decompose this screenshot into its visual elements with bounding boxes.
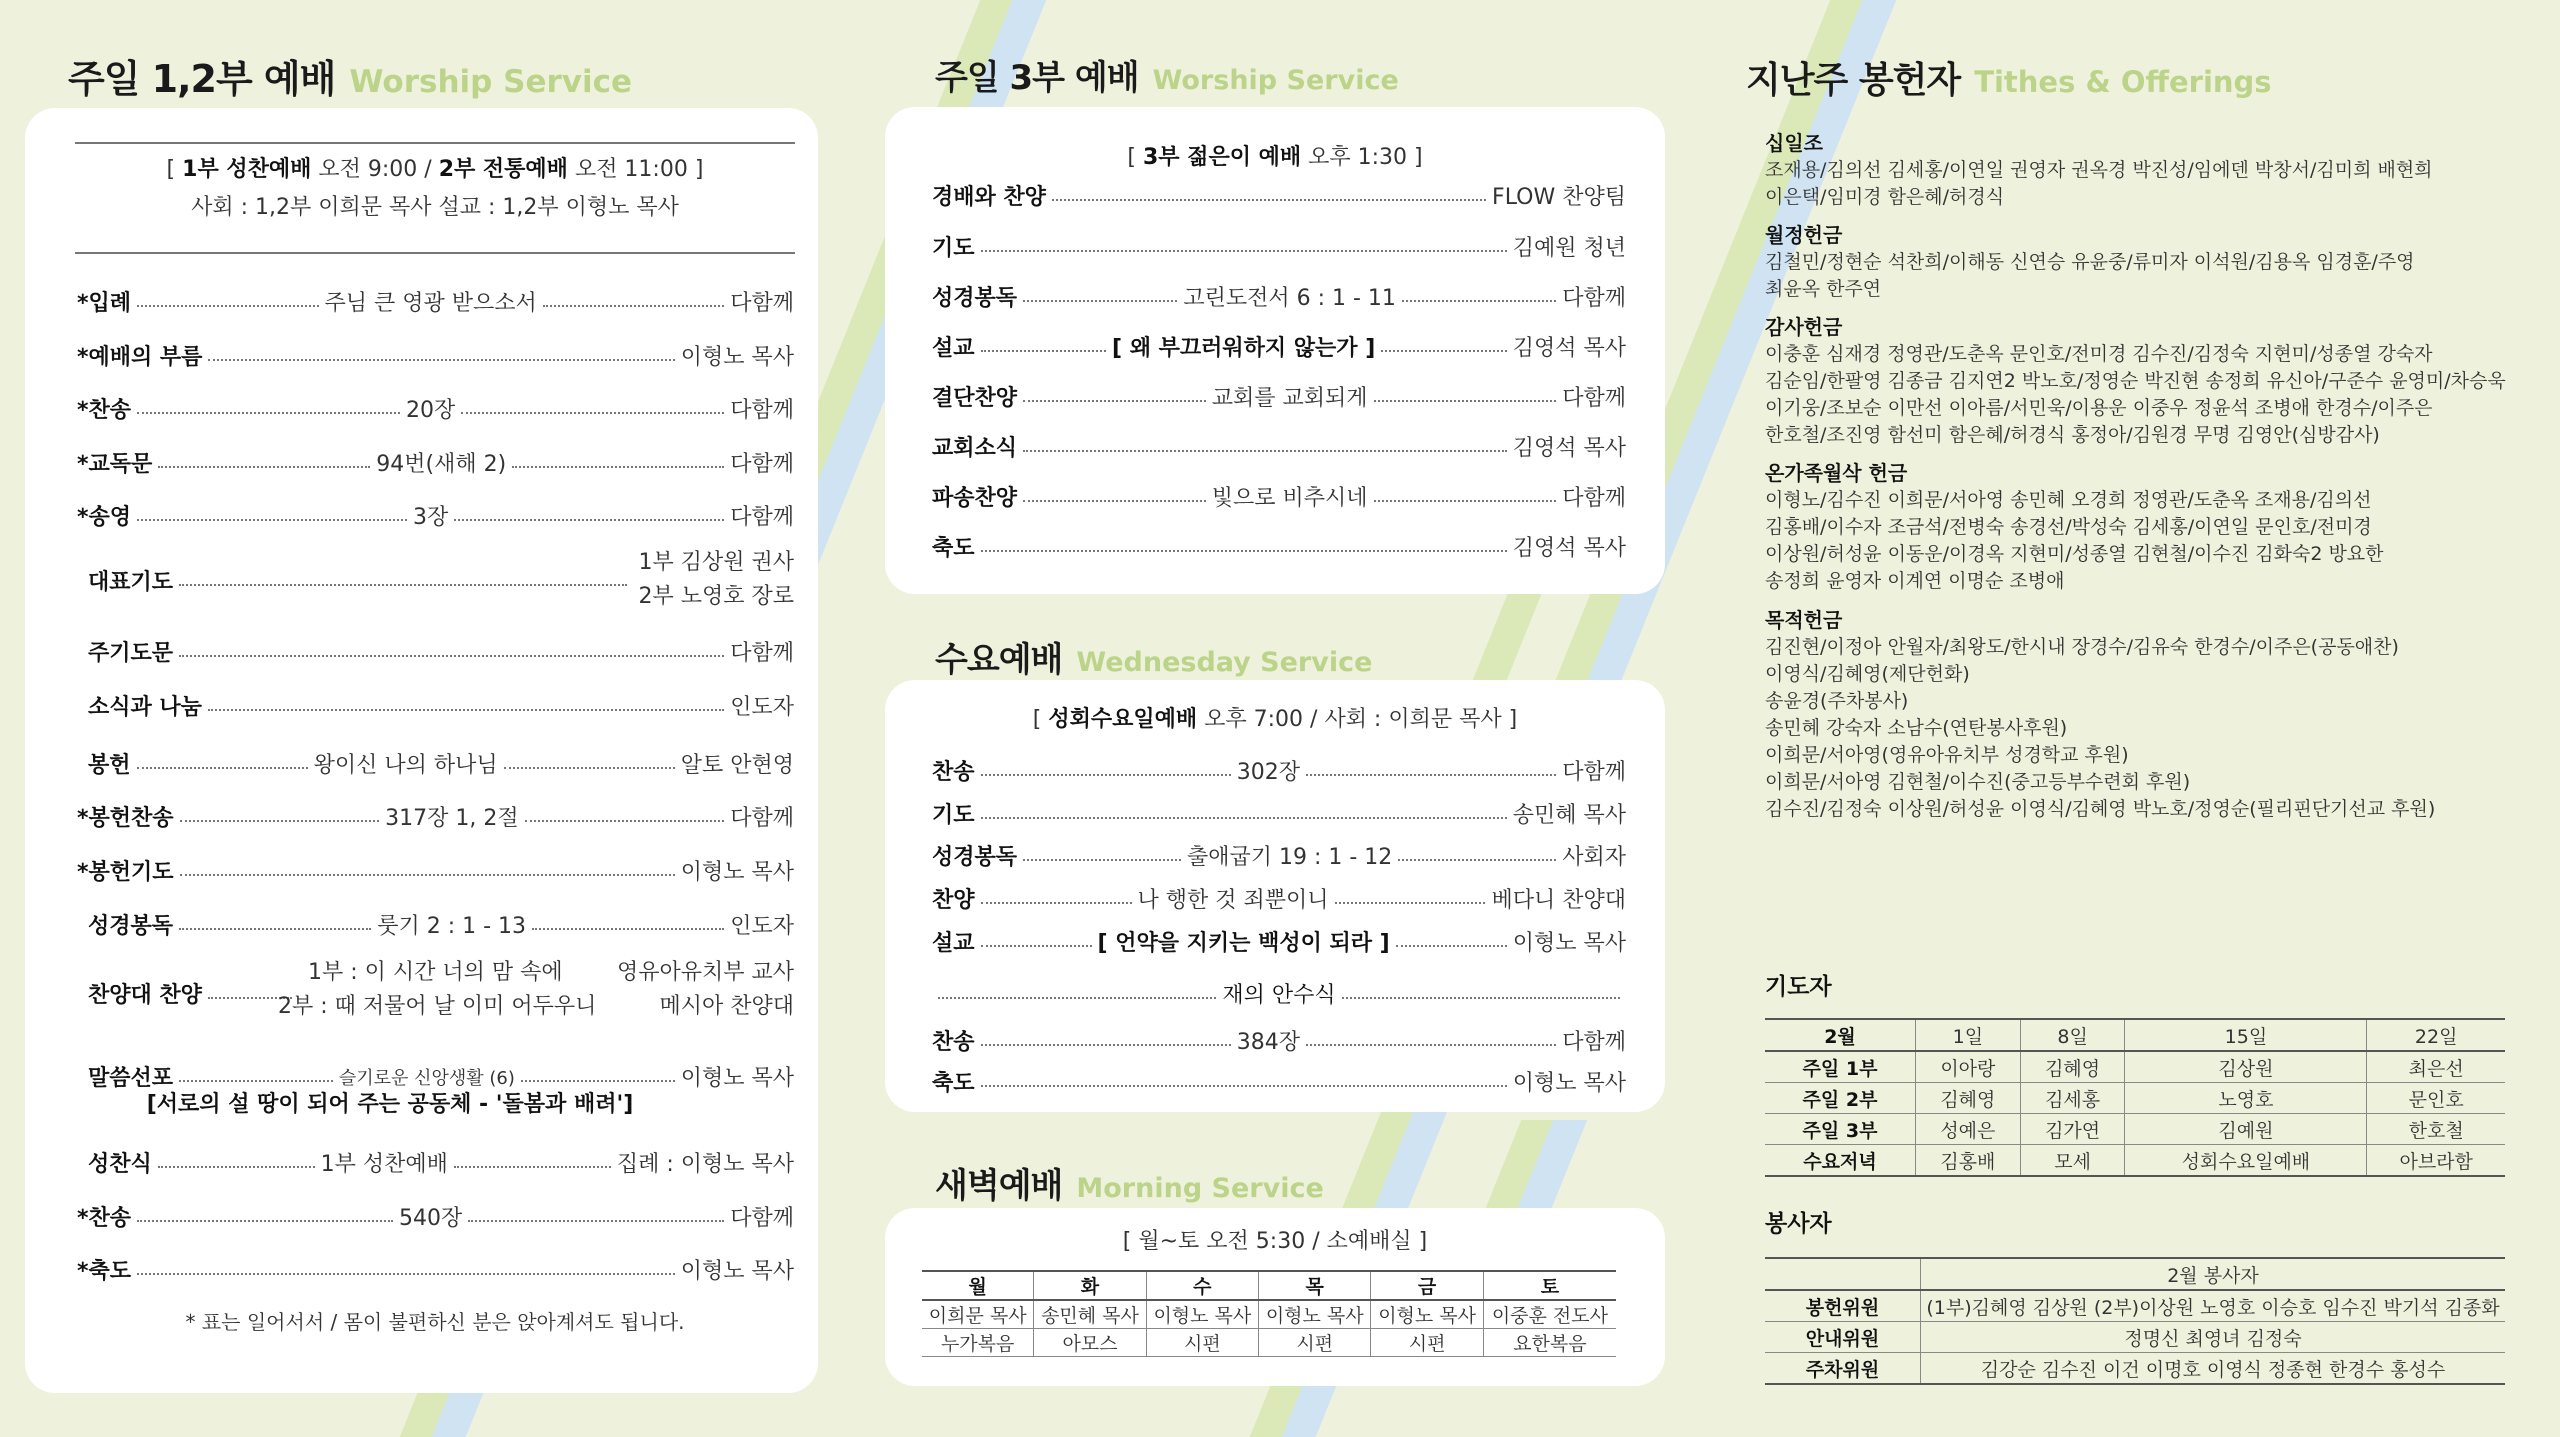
order-row: *교독문 94번(새해 2) 다함께 [77,452,795,477]
volunteers-header-row [1765,1258,2505,1290]
day-cell: 수 [1146,1271,1258,1300]
morning-books-row [922,1329,1616,1357]
order-row: *축도 이형노 목사 [77,1259,794,1284]
order-row: 설교 [ 왜 부끄러워하지 않는가 ] 김영석 목사 [932,336,1626,361]
order-row: 찬양대 찬양 [88,978,298,1009]
morning-days-row [922,1271,1616,1300]
first-service-label: 1부 성찬예배 [182,157,312,182]
header-cell: 2월 [1765,1019,1916,1051]
sermon-title: [서로의 설 땅이 되어 주는 공동체 - '돌봄과 배려'] [146,1092,634,1117]
order-row: 봉헌 왕이신 나의 하나님 알토 안현영 [88,753,795,778]
service3-title-en: Worship Service [1152,65,1399,96]
order-row: *봉헌찬송 317장 1, 2절 다함께 [77,806,795,831]
volunteer-row: 안내위원 정명신 최영녀 김정숙 [1765,1322,2505,1353]
order-row: 결단찬양 교회를 교회되게 다함께 [932,386,1627,411]
leader-cell: 이중훈 전도사 [1483,1300,1616,1329]
order-row: *봉헌기도 이형노 목사 [77,860,794,885]
choir-names: 영유아유치부 교사 메시아 찬양대 [616,960,794,1019]
order-row: 파송찬양 빛으로 비추시네 다함께 [932,486,1627,511]
header-cell: 15일 [2125,1019,2367,1051]
leader-cell: 이형노 목사 [1259,1300,1371,1329]
leader-cell: 이형노 목사 [1146,1300,1258,1329]
day-cell: 토 [1483,1271,1616,1300]
book-cell: 아모스 [1034,1329,1146,1357]
order-row: 축도 김영석 목사 [932,536,1626,561]
wednesday-header: [ 성회수요일예배 오후 7:00 / 사회 : 이희문 목사 ] [1032,707,1518,732]
volunteers-header: 2월 봉사자 [1921,1258,2506,1290]
morning-title-en: Morning Service [1076,1173,1324,1204]
order-row: 소식과 나눔 인도자 [88,695,794,720]
order-row: 기도 김예원 청년 [932,236,1626,261]
second-service-label: 2부 전통예배 [438,157,568,182]
order-row: 설교 [ 언약을 지키는 백성이 되라 ] 이형노 목사 [932,931,1626,956]
service3-title [935,50,1399,99]
header-cell: 1일 [1916,1019,2021,1051]
order-row: 교회소식 김영석 목사 [932,436,1626,461]
header-cell: 22일 [2367,1019,2505,1051]
order-row: 성경봉독 룻기 2 : 1 - 13 인도자 [88,914,794,939]
service12-title [68,48,632,103]
order-row: *입례 주님 큰 영광 받으소서 다함께 [77,291,794,316]
morning-title-ko: 새벽예배 [935,1166,1063,1206]
book-cell: 시편 [1371,1329,1483,1357]
offering-group: 십일조 조재용/김의선 김세홍/이연일 권영자 권옥경 박진성/임에덴 박창서/김미희 배현희 이은택/임미경 함은혜/허경식 [1765,131,2433,208]
offering-group: 감사헌금 이충훈 심재경 정영관/도춘옥 문인호/전미경 김수진/김정숙 지현미/성종열 강숙자 김순임/한팔영 김종금 김지연2 박노호/정영순 박진현 송정희 유신아/구준수 윤영미/차승욱 이기웅/조보순 이만선 이아름/서민욱/이용운 이중우 정윤석 조병애 한경수/이주은 한호철/조진영 함선미 함은혜/허경식 홍정아/김원경 무명 김영안(심방감사) [1765,315,2506,446]
volunteer-row: 봉헌위원 (1부)김혜영 김상원 (2부)이상원 노영호 이승호 임수진 박기석 김종화 [1765,1290,2505,1322]
prayer-row: 주일 1부 이아랑 김혜영 김상원 최은선 [1765,1051,2505,1083]
day-cell: 목 [1259,1271,1371,1300]
order-row: 성경봉독 출애굽기 19 : 1 - 12 사회자 [932,845,1626,870]
book-cell: 시편 [1259,1329,1371,1357]
offering-group: 월정헌금 김철민/정현순 석찬희/이해동 신연승 유윤중/류미자 이석원/김용옥 임경훈/주영 최윤옥 한주연 [1765,223,2415,300]
order-row: 말씀선포 슬기로운 신앙생활 (6) 이형노 목사 [88,1066,795,1091]
offerings-title-ko: 지난주 봉헌자 [1746,60,1961,101]
order-row: 기도 송민혜 목사 [932,803,1626,828]
offering-group: 온가족월삭 헌금 이형노/김수진 이희문/서아영 송민혜 오경희 정영관/도춘옥 조재용/김의선 김홍배/이수자 조금석/전병숙 송경선/박성숙 김세홍/이연일 문인호/전미경 이상원/허성윤 이동운/이경옥 지현미/성종열 김현철/이수진 김화숙2 방요한 송정희 윤영자 이계연 이명순 조병애 [1765,461,2384,592]
header-cell: 8일 [2020,1019,2125,1051]
order-row: 대표기도 [88,565,633,596]
volunteer-row: 주차위원 김강순 김수진 이건 이명호 이영식 정종현 한경수 홍성수 [1765,1353,2505,1385]
service12-title-ko: 주일 1,2부 예배 [68,57,336,101]
day-cell: 금 [1371,1271,1483,1300]
order-row: 찬양 나 행한 것 죄뿐이니 베다니 찬양대 [932,888,1626,913]
service12-title-en: Worship Service [349,64,633,100]
prayer-table [1765,1018,2505,1177]
service3-header: [ 3부 젊은이 예배 오후 1:30 ] [1127,145,1423,170]
service12-header: [ 1부 성찬예배 오전 9:00 / 2부 전통예배 오전 11:00 ] [166,157,704,182]
morning-header: [ 월~토 오전 5:30 / 소예배실 ] [1122,1229,1428,1254]
offering-group: 목적헌금 김진현/이정아 안월자/최왕도/한시내 장경수/김유숙 한경수/이주은(공동애찬) 이영식/김혜영(제단헌화) 송윤경(주차봉사) 송민혜 강숙자 소남수(연탄봉사후원) 이희문/서아영(영유아유치부 성경학교 후원) 이희문/서아영 김현철/이수진(중고등부수련회 후원) 김수진/김정숙 이상원/허성윤 이영식/김혜영 박노호/정영순(필리핀단기선교 후원) [1765,608,2436,820]
wednesday-title-ko: 수요예배 [935,640,1063,680]
order-row: 주기도문 다함께 [88,641,794,666]
footnote: * 표는 일어서서 / 몸이 불편하신 분은 앉아계셔도 됩니다. [185,1310,685,1334]
order-row: 축도 이형노 목사 [932,1071,1626,1096]
prayer-header-row [1765,1019,2505,1051]
prayer-row: 수요저녁 김홍배 모세 성회수요일예배 아브라함 [1765,1145,2505,1177]
wednesday-title-en: Wednesday Service [1076,647,1373,678]
order-row: 성찬식 1부 성찬예배 집례 : 이형노 목사 [88,1152,794,1177]
morning-table [922,1270,1616,1357]
order-row: *찬송 20장 다함께 [77,398,794,423]
day-cell: 월 [922,1271,1034,1300]
book-cell: 누가복음 [922,1329,1034,1357]
order-row: *송영 3장 다함께 [77,505,794,530]
choir-songs: 1부 : 이 시간 너의 맘 속에 2부 : 때 저물어 날 이미 어두우니 [278,960,597,1019]
prayer-row: 주일 3부 성예은 김가연 김예원 한호철 [1765,1114,2505,1145]
order-row: 재의 안수식 [932,978,1626,1009]
morning-leaders-row [922,1300,1616,1329]
divider [75,142,795,144]
prayer-row: 주일 2부 김혜영 김세홍 노영호 문인호 [1765,1083,2505,1114]
leader-cell: 송민혜 목사 [1034,1300,1146,1329]
order-row: 경배와 찬양 FLOW 찬양팀 [932,185,1626,210]
service3-title-ko: 주일 3부 예배 [935,58,1139,98]
book-cell: 요한복음 [1483,1329,1616,1357]
order-row: 성경봉독 고린도전서 6 : 1 - 11 다함께 [932,286,1627,311]
book-cell: 시편 [1146,1329,1258,1357]
volunteers-table [1765,1257,2505,1385]
prayer-leaders: 1부 김상원 권사 2부 노영호 장로 [638,550,794,609]
morning-title [935,1158,1324,1207]
leader-cell: 이희문 목사 [922,1300,1034,1329]
offerings-title-en: Tithes & Offerings [1974,65,2272,99]
order-row: 찬송 384장 다함께 [932,1030,1626,1055]
volunteers-title: 봉사자 [1765,1211,1832,1237]
order-row: *찬송 540장 다함께 [77,1206,794,1231]
leader-cell: 이형노 목사 [1371,1300,1483,1329]
day-cell: 화 [1034,1271,1146,1300]
prayer-title: 기도자 [1765,974,1832,1000]
wednesday-title [935,632,1372,681]
order-row: *예배의 부름 이형노 목사 [77,345,794,370]
divider [75,252,795,254]
offerings-title [1746,52,2272,103]
service12-leaders: 사회 : 1,2부 이희문 목사 설교 : 1,2부 이형노 목사 [191,195,679,220]
order-row: 찬송 302장 다함께 [932,760,1626,785]
